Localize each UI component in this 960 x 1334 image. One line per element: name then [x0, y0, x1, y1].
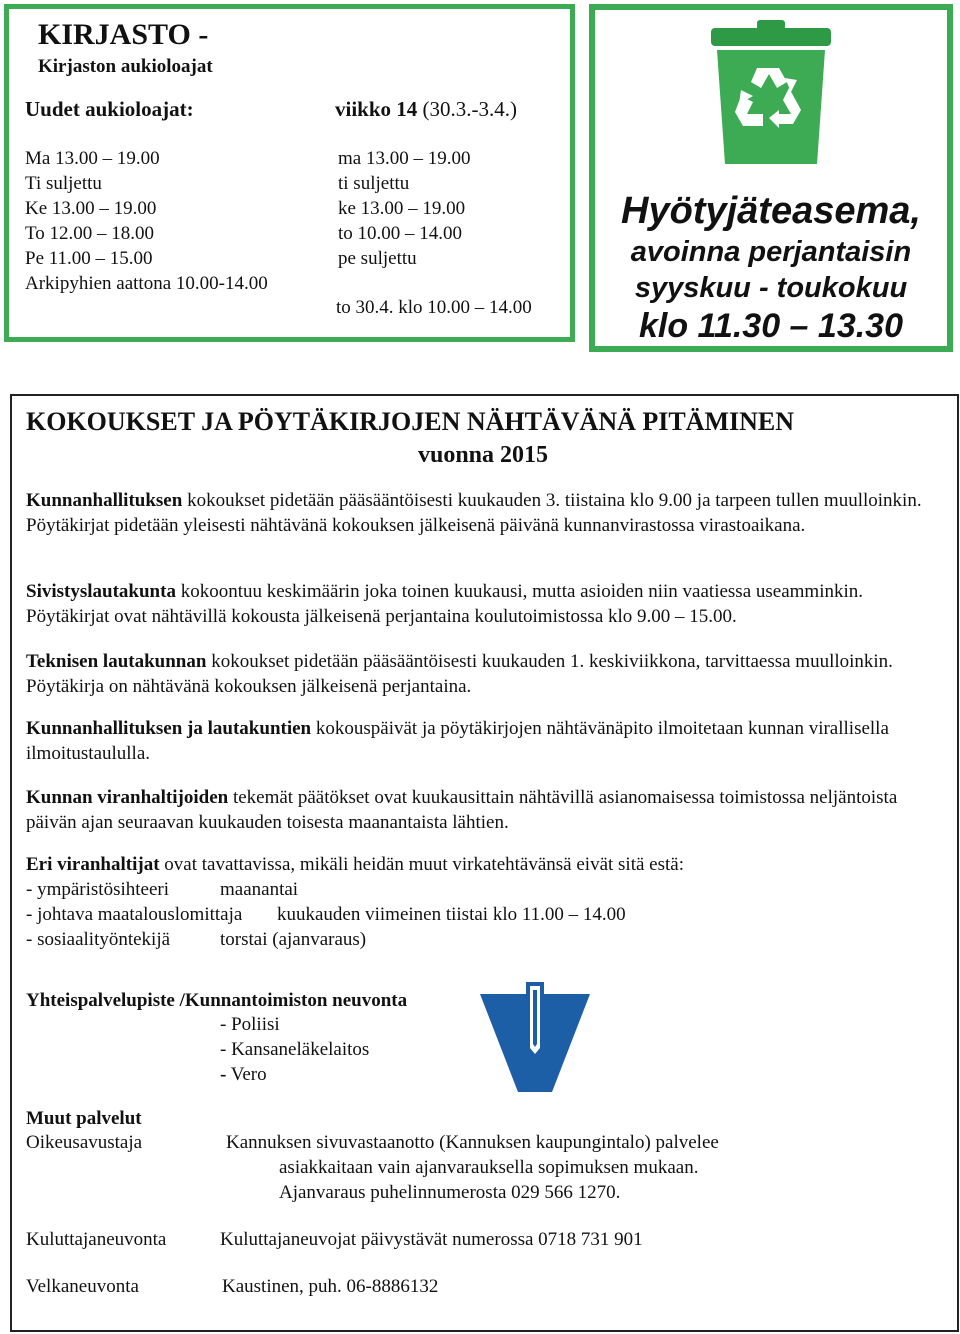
debt-advice-label: Velkaneuvonta: [26, 1276, 139, 1297]
waste-station-box: [589, 4, 953, 352]
paragraph-technical: Teknisen lautakunnan kokoukset pidetään pääsääntöisesti kuukauden 1. keskiviikkona, tarvittaessa muulloinkin. Pöytäkirja on nähtävänä kokouksen jälkeisenä perjantaina.: [26, 651, 893, 697]
paragraph-officials-decisions: Kunnan viranhaltijoiden tekemät päätökset ovat kuukausittain nähtävillä asianomaisessa toimistossa neljäntoista päivän ajan seuraavan kuukauden toisesta maanantaista lähtien.: [26, 787, 898, 833]
consumer-advice-label: Kuluttajaneuvonta: [26, 1229, 167, 1250]
hours-row: pe suljettu: [338, 248, 417, 269]
hours-row: To 12.00 – 18.00: [25, 223, 155, 244]
regular-hours-list: [25, 146, 268, 296]
week-label: viikko 14 (30.3.-3.4.): [335, 97, 518, 121]
week-extra-hours: to 30.4. klo 10.00 – 14.00: [336, 297, 532, 318]
official-time: torstai (ajanvaraus): [220, 929, 367, 950]
hours-row: ke 13.00 – 19.00: [338, 198, 466, 219]
debt-advice-text: Kaustinen, puh. 06-8886132: [222, 1276, 439, 1297]
legal-aid-line: asiakkaitaan vain ajanvarauksella sopimuksen mukaan.: [279, 1157, 699, 1178]
new-hours-label: Uudet aukioloajat:: [25, 97, 194, 121]
official-role: - ympäristösihteeri: [26, 879, 169, 900]
recycle-bin-icon: [707, 18, 835, 166]
library-title: KIRJASTO -: [38, 18, 209, 51]
hours-row: Arkipyhien aattona 10.00-14.00: [25, 273, 268, 294]
hours-row: Ke 13.00 – 19.00: [25, 198, 157, 219]
official-time: maanantai: [220, 879, 299, 900]
consumer-advice-text: Kuluttajaneuvojat päivystävät numerossa 0718 731 901: [220, 1229, 643, 1250]
hours-row: ti suljettu: [338, 173, 410, 194]
legal-aid-label: Oikeusavustaja: [26, 1132, 143, 1153]
paragraph-education: Sivistyslautakunta kokoontuu keskimäärin joka toinen kuukausi, mutta asioiden niin vaatiessa useamminkin. Pöytäkirjat ovat nähtävillä kokousta jälkeisenä perjantaina koulutoimistossa klo 9.00 – 15.00.: [26, 581, 863, 627]
service-item: - Kansaneläkelaitos: [220, 1039, 370, 1060]
waste-season: syyskuu - toukokuu: [634, 272, 908, 304]
paragraph-notices: Kunnanhallituksen ja lautakuntien kokouspäivät ja pöytäkirjojen nähtävänäpito ilmoitetaan kunnan virallisella ilmoitustaululla.: [26, 718, 889, 764]
service-item: - Poliisi: [220, 1014, 280, 1035]
other-services-heading: Muut palvelut: [26, 1108, 142, 1129]
library-subtitle: Kirjaston aukioloajat: [38, 56, 213, 77]
services-heading: Yhteispalvelupiste /Kunnantoimiston neuvonta: [26, 990, 408, 1011]
hours-row: Ma 13.00 – 19.00: [25, 148, 160, 169]
waste-open-days: avoinna perjantaisin: [630, 236, 912, 268]
hours-row: Ti suljettu: [25, 173, 102, 194]
official-role: - sosiaalityöntekijä: [26, 929, 171, 950]
paragraph-officials: Eri viranhaltijat ovat tavattavissa, mikäli heidän muut virkatehtävänsä eivät sitä estä:: [26, 854, 684, 875]
paragraph-board: Kunnanhallituksen kokoukset pidetään pääsääntöisesti kuukauden 3. tiistaina klo 9.00 ja tarpeen tullen muulloinkin. Pöytäkirjat pidetään yleisesti nähtävänä kokouksen jälkeisenä päivänä kunnanvirastossa virastoaikana.: [26, 490, 922, 536]
official-time: kuukauden viimeinen tiistai klo 11.00 – 14.00: [277, 904, 626, 925]
waste-title: Hyötyjäteasema,: [621, 190, 921, 232]
meetings-year: vuonna 2015: [417, 442, 549, 468]
legal-aid-line: Kannuksen sivuvastaanotto (Kannuksen kaupungintalo) palvelee: [226, 1132, 719, 1153]
official-role: - johtava maatalouslomittaja: [26, 904, 243, 925]
week-hours-list: [338, 146, 470, 271]
legal-aid-line: Ajanvaraus puhelinnumerosta 029 566 1270.: [279, 1182, 621, 1203]
hours-row: ma 13.00 – 19.00: [338, 148, 471, 169]
hours-row: to 10.00 – 14.00: [338, 223, 463, 244]
hours-row: Pe 11.00 – 15.00: [25, 248, 153, 269]
municipality-logo-icon: [480, 982, 590, 1094]
service-item: - Vero: [220, 1064, 267, 1085]
waste-time: klo 11.30 – 13.30: [638, 307, 903, 345]
meetings-heading: KOKOUKSET JA PÖYTÄKIRJOJEN NÄHTÄVÄNÄ PITÄMINEN: [26, 407, 795, 436]
